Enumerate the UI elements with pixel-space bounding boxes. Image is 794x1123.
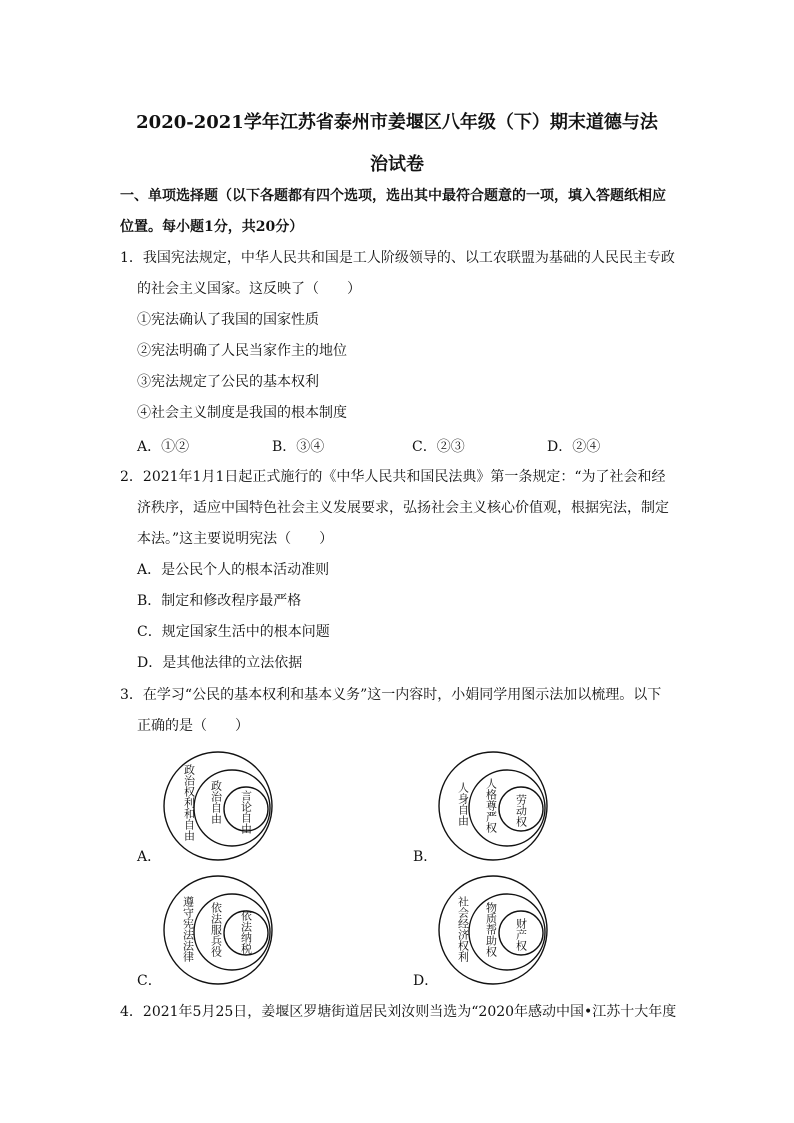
q3-label-d[interactable]: D． — [413, 973, 439, 989]
diagram-d-middle-text: 物质帮助权 — [484, 902, 498, 957]
q1-statement-4: ④社会主义制度是我国的根本制度 — [137, 405, 347, 421]
q1-option-c[interactable]: C．②③ — [412, 439, 465, 455]
q1-stem-line2: 的社会主义国家。这反映了（ ） — [137, 281, 361, 297]
diagram-a-middle-text: 政治自由 — [209, 780, 223, 824]
diagram-d-outer-text: 社会经济权利 — [456, 896, 470, 962]
q3-diagram-d[interactable] — [437, 874, 549, 986]
q2-option-a[interactable]: A．是公民个人的根本活动准则 — [137, 562, 330, 578]
q2-stem-line2: 济秩序，适应中国特色社会主义发展要求，弘扬社会主义核心价值观，根据宪法，制定 — [137, 500, 669, 516]
q1-option-a[interactable]: A．①② — [137, 439, 190, 455]
q3-label-a[interactable]: A． — [137, 849, 162, 865]
q2-stem-line1: 2．2021年1月1日起正式施行的《中华人民共和国民法典》第一条规定：“为了社会和经 — [120, 469, 666, 485]
diagram-a-inner-text: 言论自由 — [239, 790, 253, 834]
q1-stem-line1: 1．我国宪法规定，中华人民共和国是工人阶级领导的、以工农联盟为基础的人民民主专政 — [120, 250, 675, 266]
q1-statement-3: ③宪法规定了公民的基本权利 — [137, 374, 319, 390]
q4-stem-line1: 4．2021年5月25日，姜堰区罗塘街道居民刘汝则当选为“2020年感动中国•江苏十大年度 — [120, 1004, 677, 1020]
q1-statement-1: ①宪法确认了我国的国家性质 — [137, 312, 319, 328]
q3-label-c[interactable]: C． — [137, 973, 162, 989]
q3-diagram-b[interactable] — [437, 750, 549, 862]
q3-stem-line2: 正确的是（ ） — [137, 718, 249, 734]
diagram-a-outer-text: 政治权利和自由 — [182, 764, 196, 841]
q1-option-d[interactable]: D．②④ — [547, 439, 601, 455]
q2-stem-line3: 本法。”这主要说明宪法（ ） — [137, 531, 334, 547]
q2-option-c[interactable]: C．规定国家生活中的根本问题 — [137, 624, 330, 640]
q3-diagram-c[interactable] — [162, 874, 274, 986]
q1-option-b[interactable]: B．③④ — [272, 439, 325, 455]
diagram-c-inner-text: 依法纳税 — [239, 910, 253, 954]
exam-title-line1: 2020-2021学年江苏省泰州市姜堰区八年级（下）期末道德与法 — [136, 112, 658, 133]
section-heading-line2: 位置。每小题1分，共20分） — [120, 219, 304, 235]
diagram-b-middle-text: 人格尊严权 — [484, 778, 498, 833]
q2-option-b[interactable]: B．制定和修改程序最严格 — [137, 593, 302, 609]
q3-stem-line1: 3．在学习“公民的基本权利和基本义务”这一内容时，小娟同学用图示法加以梳理。以下 — [120, 687, 662, 703]
q1-statement-2: ②宪法明确了人民当家作主的地位 — [137, 343, 347, 359]
diagram-c-middle-text: 依法服兵役 — [209, 902, 223, 957]
diagram-d-inner-text: 财产权 — [514, 918, 528, 951]
q3-diagram-a[interactable] — [162, 750, 274, 862]
diagram-b-inner-text: 劳动权 — [514, 794, 528, 827]
section-heading-line1: 一、单项选择题（以下各题都有四个选项，选出其中最符合题意的一项，填入答题纸相应 — [120, 188, 666, 204]
exam-title-line2: 治试卷 — [370, 154, 424, 175]
diagram-c-outer-text: 遵守宪法法律 — [181, 896, 195, 962]
q2-option-d[interactable]: D．是其他法律的立法依据 — [137, 655, 303, 671]
diagram-b-outer-text: 人身自由 — [456, 782, 470, 826]
q3-label-b[interactable]: B． — [413, 849, 438, 865]
